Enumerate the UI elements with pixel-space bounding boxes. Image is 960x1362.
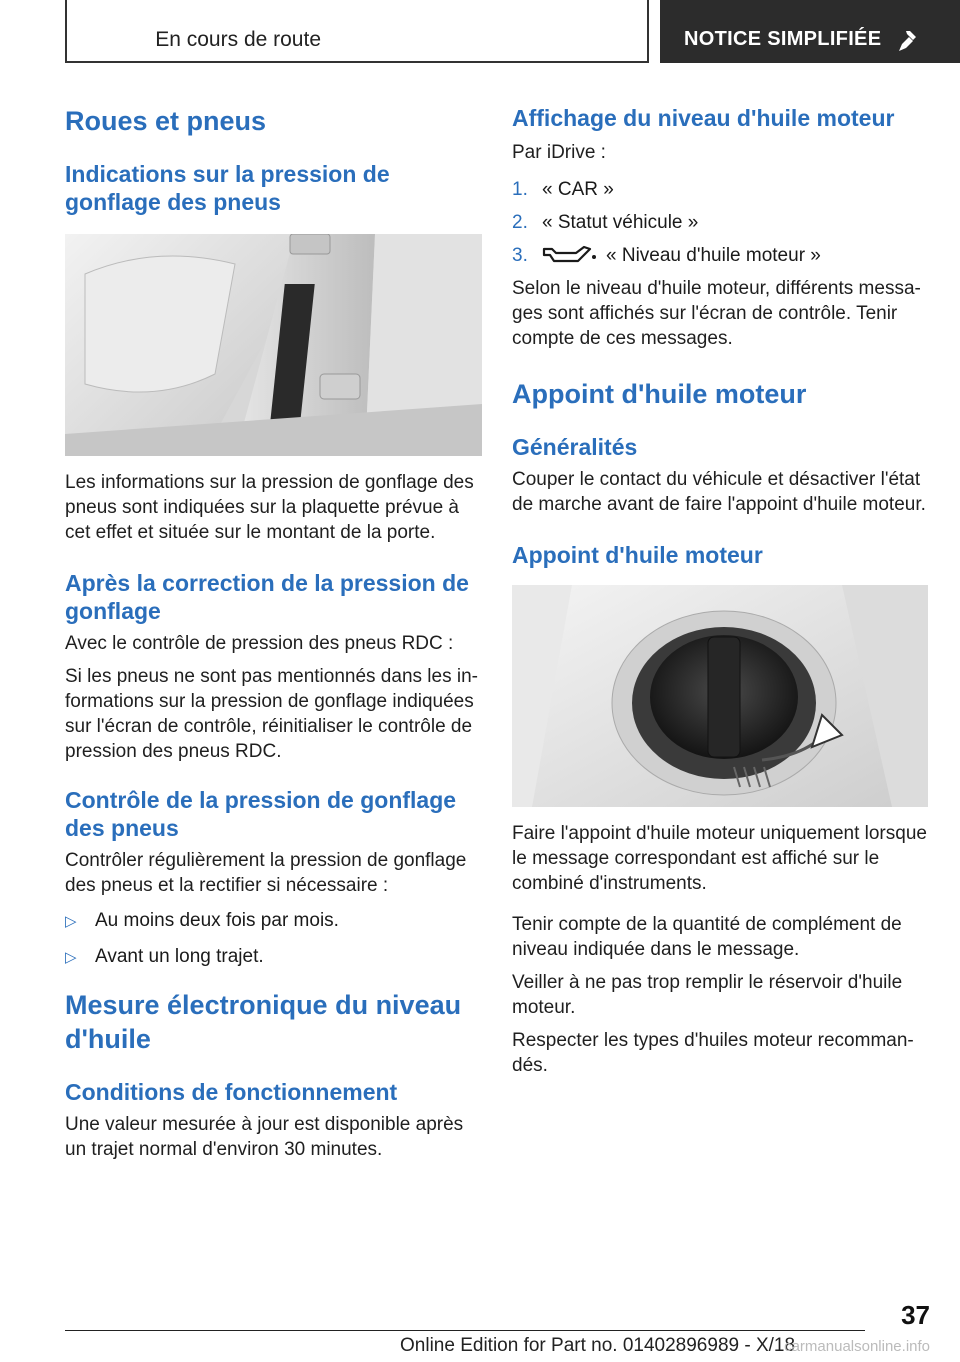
check-list [65, 908, 483, 970]
step-text: « Statut véhicule » [542, 212, 699, 233]
heading-affichage-niveau: Affichage du niveau d'huile moteur [512, 105, 895, 131]
page-number: 37 [901, 1300, 930, 1330]
paragraph-respecter: Respecter les types d'huiles moteur recommandés. [512, 1030, 914, 1076]
heading-indications-pression: Indications sur la pression de gonflage des pneus [65, 161, 390, 215]
watermark: carmanualsonline.info [784, 1338, 930, 1355]
oil-can-icon [542, 243, 598, 265]
list-item-text: Avant un long trajet. [95, 946, 264, 967]
footer-edition: Online Edition for Part no. 01402896989 - X/18 [400, 1335, 796, 1356]
step-number: 1. [512, 179, 528, 200]
paragraph-avec-controle: Avec le contrôle de pression des pneus RDC : [65, 633, 454, 654]
oil-filler-image [512, 585, 928, 807]
right-column [512, 100, 930, 1078]
step-text: « CAR » [542, 179, 614, 200]
heading-appoint-huile: Appoint d'huile moteur [512, 379, 807, 409]
paragraph-tenir-compte: Tenir compte de la quantité de complément de niveau indiquée dans le message. [512, 914, 902, 960]
step-number: 3. [512, 245, 528, 266]
heading-appoint-huile-2: Appoint d'huile moteur [512, 542, 763, 568]
quick-reference-icon [896, 28, 922, 54]
paragraph-controler: Contrôler régulièrement la pression de gonflage des pneus et la rectifier si nécessaire : [65, 850, 467, 896]
oil-filler-illustration [512, 585, 928, 807]
heading-conditions: Conditions de fonctionnement [65, 1079, 398, 1105]
heading-mesure-electronique: Mesure électronique du niveau d'huile [65, 990, 462, 1054]
paragraph-indications: Les informations sur la pression de gonflage des pneus sont indiquées sur la plaquette prévue à cet effet et située sur le montant de la porte. [65, 472, 474, 543]
step-number: 2. [512, 212, 528, 233]
heading-generalites: Généralités [512, 434, 638, 460]
heading-apres-correction: Après la correction de la pression de gonflage [65, 570, 469, 624]
idrive-steps [512, 177, 930, 268]
paragraph-conditions: Une valeur mesurée à jour est disponible après un trajet normal d'environ 30 minutes. [65, 1114, 464, 1160]
step-item [512, 210, 930, 235]
heading-roues-pneus: Roues et pneus [65, 106, 267, 136]
door-pillar-image [65, 234, 482, 456]
quick-reference-tab[interactable] [660, 0, 960, 63]
heading-controle-pression: Contrôle de la pression de gonflage des pneus [65, 787, 457, 841]
paragraph-par-idrive: Par iDrive : [512, 142, 606, 163]
list-item [65, 944, 483, 970]
section-title: En cours de route [155, 28, 321, 51]
paragraph-selon-niveau: Selon le niveau d'huile moteur, différents messages sont affichés sur l'écran de contrôle. Tenir compte de ces messages. [512, 278, 921, 349]
bullet-triangle-icon: ▷ [65, 949, 77, 966]
step-item [512, 243, 930, 268]
list-item-text: Au moins deux fois par mois. [95, 910, 339, 931]
step-text: « Niveau d'huile moteur » [606, 245, 821, 266]
paragraph-faire-appoint: Faire l'appoint d'huile moteur uniquement lorsque le message correspondant est affiché sur le combiné d'instruments. [512, 823, 927, 894]
left-column [65, 100, 483, 1162]
door-pillar-illustration [65, 234, 482, 456]
list-item [65, 908, 483, 934]
footer-divider [65, 1330, 865, 1331]
step-item [512, 177, 930, 202]
tab-label: NOTICE SIMPLIFIÉE [684, 28, 882, 50]
paragraph-si-pneus: Si les pneus ne sont pas mentionnés dans les informations sur la pression de gonflage indiquées sur l'écran de contrôle, réinitialiser le contrôle de pression des pneus RDC. [65, 666, 478, 762]
paragraph-couper-contact: Couper le contact du véhicule et désactiver l'état de marche avant de faire l'appoint d'huile moteur. [512, 469, 926, 515]
paragraph-veiller: Veiller à ne pas trop remplir le réservoir d'huile moteur. [512, 972, 903, 1018]
bullet-triangle-icon: ▷ [65, 913, 77, 930]
header-frame [65, 0, 649, 63]
